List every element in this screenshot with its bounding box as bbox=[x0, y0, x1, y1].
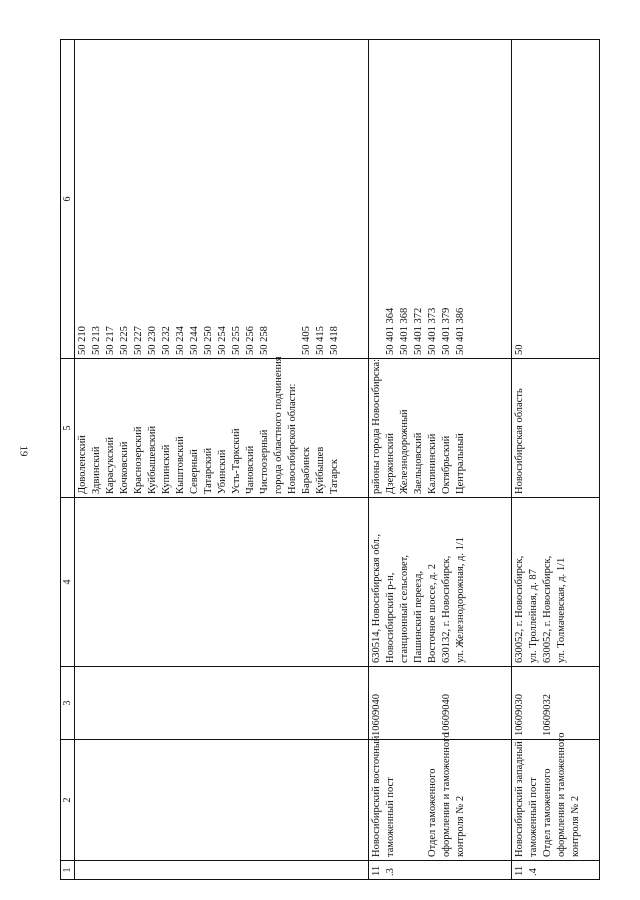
text-line: ул. Железнодорожная, д. 1/1 bbox=[455, 536, 467, 663]
page-number: 19 bbox=[17, 445, 30, 457]
text-line: контроля № 2 bbox=[455, 795, 467, 857]
col-num-1: 1 bbox=[61, 861, 75, 880]
text-line: 50 405 bbox=[301, 326, 313, 355]
text-line: Калининский bbox=[427, 433, 439, 494]
post-name-a bbox=[370, 735, 398, 857]
okato-code-list bbox=[512, 40, 600, 359]
address-cell bbox=[512, 498, 600, 667]
text-line: ул. Троллейная, д. 87 bbox=[528, 569, 540, 663]
text-line: Новосибирский р-н, bbox=[385, 572, 397, 663]
text-line: контроля № 2 bbox=[570, 795, 582, 857]
text-line: Железнодорожный bbox=[399, 409, 411, 494]
row-num-cell bbox=[75, 861, 369, 880]
col-num-6: 6 bbox=[61, 40, 75, 359]
text-line: Барабинск bbox=[301, 447, 313, 494]
text-line: Краснозерский bbox=[133, 426, 145, 494]
row-num: 11.3 bbox=[369, 861, 512, 880]
text-line: 50 244 bbox=[189, 326, 201, 355]
address-b bbox=[440, 501, 468, 663]
post-code-cell bbox=[369, 667, 512, 740]
table-row-continued bbox=[75, 40, 369, 880]
col-num-3: 3 bbox=[61, 667, 75, 740]
post-name-b bbox=[541, 732, 583, 857]
address-cell bbox=[369, 498, 512, 667]
text-line: 50 232 bbox=[161, 326, 173, 355]
text-line: 50 227 bbox=[133, 326, 145, 355]
post-name-a bbox=[513, 743, 541, 857]
text-line: Куйбышевский bbox=[147, 425, 159, 494]
district-list bbox=[512, 359, 600, 498]
text-line: 50 401 386 bbox=[455, 307, 467, 355]
address-b bbox=[541, 501, 569, 663]
text-line: Новосибирский восточный bbox=[371, 735, 383, 857]
text-line: таможенный пост bbox=[528, 777, 540, 857]
text-line: 50 401 379 bbox=[441, 307, 453, 355]
post-code-b: 10609032 bbox=[542, 694, 554, 736]
post-name-cell bbox=[75, 740, 369, 861]
text-line: 50 401 372 bbox=[413, 307, 425, 355]
text-line: 50 401 368 bbox=[399, 307, 411, 355]
text-line: оформления и таможенного bbox=[441, 732, 453, 857]
address-cell bbox=[75, 498, 369, 667]
text-line: 50 256 bbox=[245, 326, 257, 355]
text-line: Кыштовский bbox=[175, 436, 187, 494]
text-line: Новосибирская область bbox=[514, 388, 526, 494]
text-line bbox=[286, 43, 300, 355]
text-line: 50 210 bbox=[77, 326, 89, 355]
text-line: оформления и таможенного bbox=[556, 732, 568, 857]
text-line: 50 225 bbox=[119, 326, 131, 355]
text-line: 50 401 364 bbox=[385, 307, 397, 355]
text-line: Отдел таможенного bbox=[542, 768, 554, 857]
text-line: Дзержинский bbox=[385, 433, 397, 494]
district-list bbox=[75, 356, 369, 498]
text-line: Октябрьский bbox=[441, 435, 453, 494]
text-line: Отдел таможенного bbox=[427, 768, 439, 857]
customs-table bbox=[60, 39, 600, 880]
text-line: Чистоозерный bbox=[259, 429, 271, 494]
col-num-5: 5 bbox=[61, 359, 75, 498]
text-line: Чановский bbox=[245, 445, 257, 494]
text-line: 50 418 bbox=[329, 326, 341, 355]
text-line: Усть-Таркский bbox=[231, 428, 243, 494]
text-line: 50 258 bbox=[259, 326, 271, 355]
text-line: 50 234 bbox=[175, 326, 187, 355]
text-line: Заельцовский bbox=[413, 432, 425, 494]
text-line: Купинский bbox=[161, 444, 173, 494]
text-line: 50 230 bbox=[147, 326, 159, 355]
text-line: 50 250 bbox=[203, 326, 215, 355]
text-line: районы города Новосибирска: bbox=[371, 358, 383, 494]
okato-code-list bbox=[369, 40, 512, 359]
text-line: Северный bbox=[189, 449, 201, 494]
text-line: Восточное шоссе, д. 2 bbox=[427, 564, 439, 663]
text-line bbox=[370, 43, 384, 355]
text-line: 630052, г. Новосибирск, bbox=[542, 555, 554, 663]
column-number-row bbox=[61, 40, 75, 880]
text-line: 630514, Новосибирская обл., bbox=[371, 533, 383, 663]
rotated-table-page bbox=[60, 40, 610, 880]
text-line: станционный сельсовет, bbox=[399, 554, 411, 663]
text-line: Убинский bbox=[217, 449, 229, 494]
address-a bbox=[370, 501, 440, 663]
text-line: 50 213 bbox=[91, 326, 103, 355]
text-line: ул. Толмачевская, д. 1/1 bbox=[556, 557, 568, 663]
text-line: Новосибирской области: bbox=[287, 383, 299, 494]
post-code-cell bbox=[512, 667, 600, 740]
address-a bbox=[513, 501, 541, 663]
text-line: Татарский bbox=[203, 447, 215, 494]
text-line: города областного подчинения bbox=[273, 356, 285, 494]
post-code-a: 10609030 bbox=[514, 694, 526, 736]
text-line: Пашинский переезд, bbox=[413, 570, 425, 663]
post-name-cell bbox=[369, 732, 512, 861]
post-code-a: 10609040 bbox=[371, 694, 383, 736]
text-line: Центральный bbox=[455, 433, 467, 494]
text-line: 50 bbox=[514, 344, 526, 355]
text-line: Доволенский bbox=[77, 435, 89, 494]
col-num-2: 2 bbox=[61, 740, 75, 861]
text-line: 50 254 bbox=[217, 326, 229, 355]
text-line: Татарск bbox=[329, 459, 341, 494]
text-line: Новосибирский западный bbox=[514, 741, 526, 857]
post-name-b bbox=[426, 732, 468, 857]
text-line: Кочковский bbox=[119, 441, 131, 494]
text-line: 630132, г. Новосибирск, bbox=[441, 555, 453, 663]
district-list bbox=[369, 359, 512, 498]
post-code-b: 10609040 bbox=[441, 694, 453, 736]
text-line: 630052, г. Новосибирск, bbox=[514, 555, 526, 663]
text-line: 50 401 373 bbox=[427, 307, 439, 355]
post-code-cell bbox=[75, 667, 369, 740]
table-row-11-3 bbox=[369, 40, 512, 880]
col-num-4: 4 bbox=[61, 498, 75, 667]
text-line: Куйбышев bbox=[315, 446, 327, 494]
text-line: 50 415 bbox=[315, 326, 327, 355]
text-line: Здвинский bbox=[91, 446, 103, 494]
post-name-cell bbox=[512, 732, 600, 861]
okato-code-list bbox=[75, 40, 369, 359]
text-line: таможенный пост bbox=[385, 777, 397, 857]
text-line bbox=[272, 43, 286, 355]
text-line: 50 255 bbox=[231, 326, 243, 355]
row-num: 11.4 bbox=[512, 861, 600, 880]
text-line: 50 217 bbox=[105, 326, 117, 355]
text-line: Карасукский bbox=[105, 436, 117, 494]
table-row-11-4 bbox=[512, 40, 600, 880]
